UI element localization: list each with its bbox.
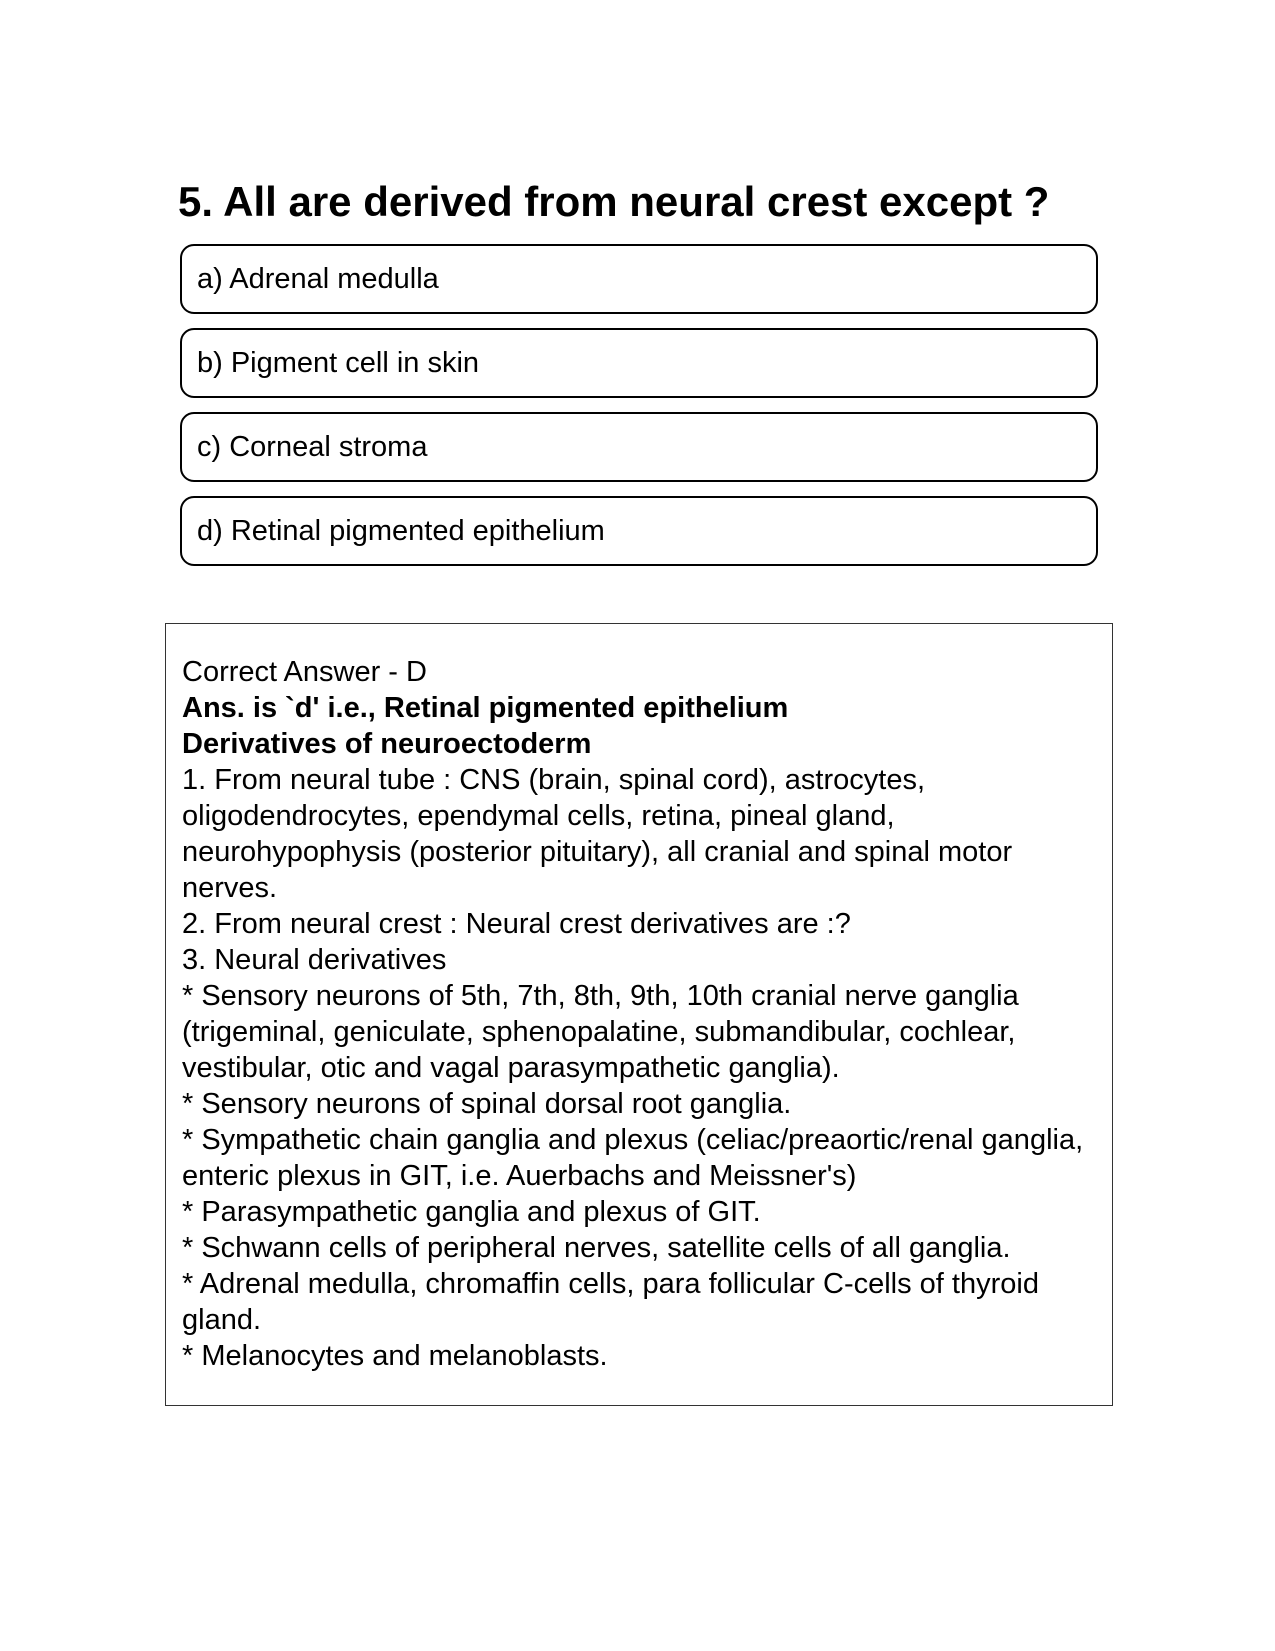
answer-subheading: Derivatives of neuroectoderm [182,728,592,760]
answer-options [180,244,1098,580]
question-title: 5. All are derived from neural crest except ? [178,178,1050,225]
explanation-line-6: * Sympathetic chain ganglia and plexus (celiac/preaortic/renal ganglia, enteric plexus in GIT, i.e. Auerbachs and Meissner's) [182,1124,1084,1192]
answer-explanation-box [165,623,1113,1406]
explanation-line-8: * Schwann cells of peripheral nerves, satellite cells of all ganglia. [182,1232,1011,1264]
option-d[interactable]: d) Retinal pigmented epithelium [180,496,1098,566]
explanation-line-2: 2. From neural crest : Neural crest derivatives are :? [182,908,851,940]
explanation-line-5: * Sensory neurons of spinal dorsal root ganglia. [182,1088,792,1120]
explanation-line-4: * Sensory neurons of 5th, 7th, 8th, 9th, 10th cranial nerve ganglia (trigeminal, geniculate, sphenopalatine, submandibular, cochlear, vestibular, otic and vagal parasympathetic ganglia). [182,980,1019,1084]
option-c[interactable]: c) Corneal stroma [180,412,1098,482]
explanation-line-9: * Adrenal medulla, chromaffin cells, para follicular C-cells of thyroid gland. [182,1268,1039,1336]
answer-heading: Ans. is `d' i.e., Retinal pigmented epithelium [182,692,789,724]
option-b[interactable]: b) Pigment cell in skin [180,328,1098,398]
option-a[interactable]: a) Adrenal medulla [180,244,1098,314]
correct-answer-label: Correct Answer - D [182,656,427,688]
explanation-line-3: 3. Neural derivatives [182,944,447,976]
explanation-line-7: * Parasympathetic ganglia and plexus of GIT. [182,1196,761,1228]
explanation-line-1: 1. From neural tube : CNS (brain, spinal cord), astrocytes, oligodendrocytes, ependymal cells, retina, pineal gland, neurohypophysis (posterior pituitary), all cranial and spinal motor nerves. [182,764,1013,904]
explanation-line-10: * Melanocytes and melanoblasts. [182,1340,608,1372]
